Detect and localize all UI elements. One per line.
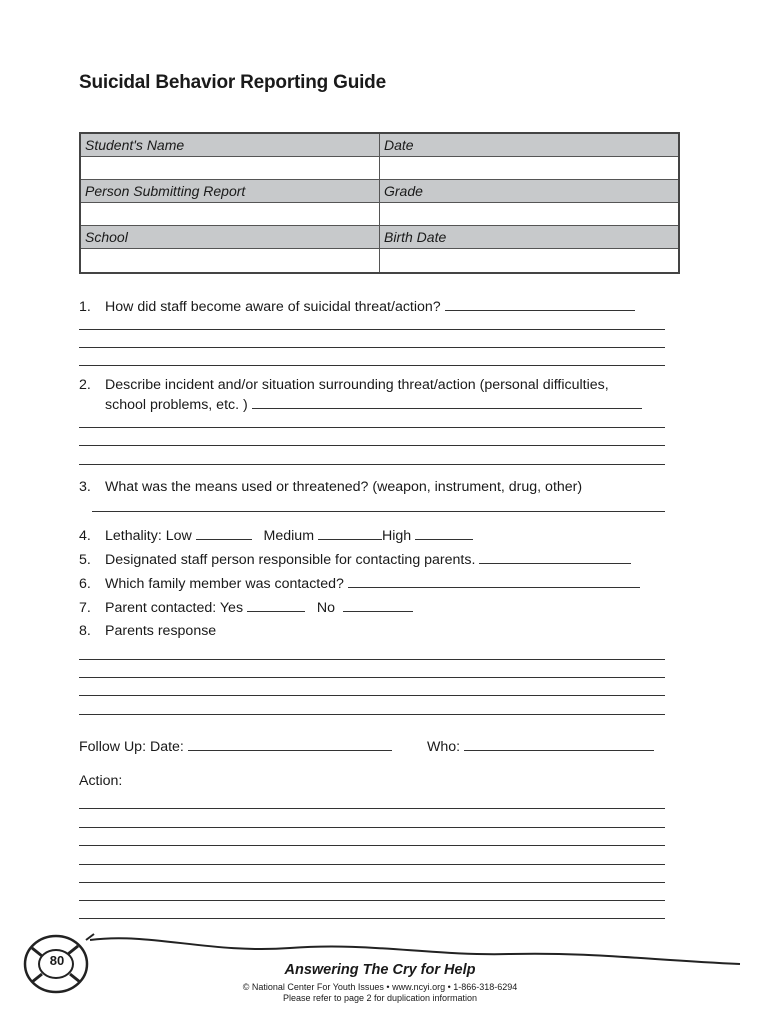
question-number: 3. <box>79 479 91 495</box>
follow-up-row <box>79 738 392 755</box>
parent-contacted-yes-blank[interactable] <box>247 599 305 612</box>
question-2 <box>79 377 609 393</box>
question-3 <box>79 479 582 495</box>
answer-line[interactable] <box>79 695 665 696</box>
answer-line[interactable] <box>92 511 665 512</box>
answer-line[interactable] <box>79 808 665 809</box>
footer-title: Answering The Cry for Help <box>284 962 476 978</box>
answer-line[interactable] <box>79 445 665 446</box>
table-input-row <box>81 157 678 180</box>
answer-line[interactable] <box>445 298 635 311</box>
question-number: 4. <box>79 528 91 544</box>
student-info-table <box>79 132 680 274</box>
school-label: School <box>81 226 380 248</box>
question-5 <box>79 551 631 568</box>
question-number: 1. <box>79 299 91 315</box>
question-text: Parents response <box>105 623 217 639</box>
answer-line[interactable] <box>79 845 665 846</box>
follow-up-who-label: Who: <box>427 739 461 755</box>
students-name-field[interactable] <box>81 157 380 179</box>
table-label-row <box>81 134 678 157</box>
parent-contacted-yes-label: Parent contacted: Yes <box>105 600 244 616</box>
person-submitting-field[interactable] <box>81 203 380 225</box>
birth-date-label: Birth Date <box>384 229 447 245</box>
answer-line[interactable] <box>79 659 665 660</box>
question-number: 2. <box>79 377 91 393</box>
answer-line[interactable] <box>79 677 665 678</box>
lethality-medium-label: Medium <box>263 528 315 544</box>
lethality-low-label: Lethality: Low <box>105 528 192 544</box>
lethality-medium-blank[interactable] <box>318 527 382 540</box>
answer-line[interactable] <box>252 396 642 409</box>
lethality-high-blank[interactable] <box>415 527 473 540</box>
question-text: What was the means used or threatened? (weapon, instrument, drug, other) <box>105 479 583 495</box>
answer-line[interactable] <box>79 882 665 883</box>
table-input-row <box>81 249 678 272</box>
action-label: Action: <box>79 773 123 789</box>
answer-line[interactable] <box>79 347 665 348</box>
question-number: 8. <box>79 623 91 639</box>
question-1 <box>79 298 635 315</box>
date-field[interactable] <box>380 157 678 179</box>
answer-line[interactable] <box>79 714 665 715</box>
question-number: 6. <box>79 576 91 592</box>
question-text: How did staff become aware of suicidal threat/action? <box>105 299 441 315</box>
follow-up-who-blank[interactable] <box>464 738 654 751</box>
table-input-row <box>81 203 678 226</box>
school-field[interactable] <box>81 249 380 272</box>
person-submitting-label: Person Submitting Report <box>81 180 380 202</box>
page-number: 80 <box>49 953 65 968</box>
grade-field[interactable] <box>380 203 678 225</box>
table-label-row <box>81 180 678 203</box>
grade-label: Grade <box>384 183 423 199</box>
parent-contacted-no-blank[interactable] <box>343 599 413 612</box>
students-name-label: Student's Name <box>81 134 380 156</box>
question-number: 5. <box>79 552 91 568</box>
birth-date-field[interactable] <box>380 249 678 272</box>
lethality-low-blank[interactable] <box>196 527 252 540</box>
question-7 <box>79 599 413 616</box>
question-text: Describe incident and/or situation surrounding threat/action (personal difficulties, <box>105 377 609 393</box>
question-8 <box>79 623 216 639</box>
follow-up-date-blank[interactable] <box>188 738 392 751</box>
question-6 <box>79 575 640 592</box>
answer-line[interactable] <box>479 551 631 564</box>
follow-up-who <box>427 738 654 755</box>
date-label: Date <box>384 137 414 153</box>
answer-line[interactable] <box>79 365 665 366</box>
table-label-row <box>81 226 678 249</box>
answer-line[interactable] <box>348 575 640 588</box>
question-4 <box>79 527 473 544</box>
question-text: Designated staff person responsible for contacting parents. <box>105 552 476 568</box>
question-2-continued <box>105 396 642 413</box>
lethality-high-label: High <box>381 528 412 544</box>
footer-duplication-note: Please refer to page 2 for duplication information <box>282 993 478 1003</box>
question-number: 7. <box>79 600 91 616</box>
answer-line[interactable] <box>79 329 665 330</box>
answer-line[interactable] <box>79 864 665 865</box>
question-text: school problems, etc. ) <box>105 397 248 413</box>
answer-line[interactable] <box>79 464 665 465</box>
answer-line[interactable] <box>79 827 665 828</box>
question-text: Which family member was contacted? <box>105 576 344 592</box>
page-title: Suicidal Behavior Reporting Guide <box>79 72 386 93</box>
footer-copyright: © National Center For Youth Issues • www.ncyi.org • 1-866-318-6294 <box>242 982 518 992</box>
answer-line[interactable] <box>79 900 665 901</box>
answer-line[interactable] <box>79 918 665 919</box>
follow-up-date-label: Follow Up: Date: <box>79 739 184 755</box>
parent-contacted-no-label: No <box>316 600 335 616</box>
answer-line[interactable] <box>79 427 665 428</box>
